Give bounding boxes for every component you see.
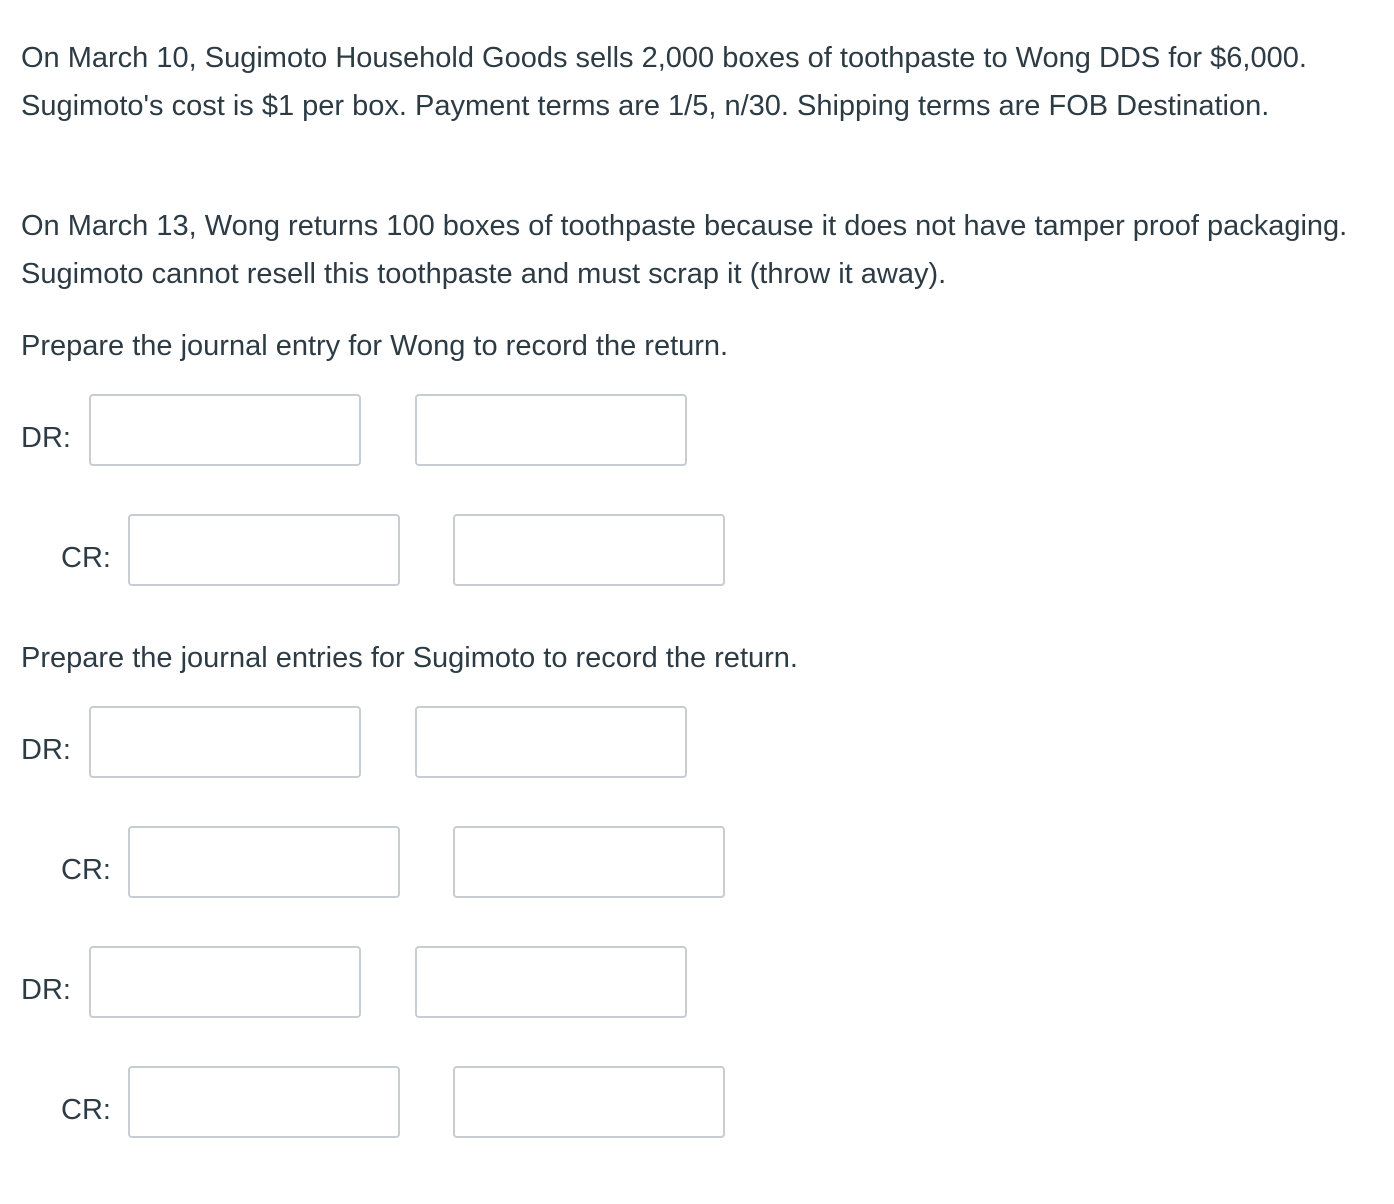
sugimoto-debit2-amount-input[interactable]: [415, 946, 687, 1018]
sugimoto-debit1-account-input[interactable]: [89, 706, 361, 778]
question-paragraph-sale: On March 10, Sugimoto Household Goods sells 2,000 boxes of toothpaste to Wong DDS for $6,000. Sugimoto's cost is $1 per box. Payment terms are 1/5, n/30. Shipping terms are FOB Destination.: [21, 42, 1307, 122]
credit-label: CR:: [61, 854, 111, 886]
debit-label: DR:: [21, 734, 71, 766]
sugimoto-credit2-account-input[interactable]: [128, 1066, 400, 1138]
credit-label: CR:: [61, 1094, 111, 1126]
wong-credit-account-input[interactable]: [128, 514, 400, 586]
sugimoto-debit1-amount-input[interactable]: [415, 706, 687, 778]
instruction-wong: Prepare the journal entry for Wong to record the return.: [21, 330, 729, 362]
sugimoto-credit2-amount-input[interactable]: [453, 1066, 725, 1138]
question-paragraph-return: On March 13, Wong returns 100 boxes of toothpaste because it does not have tamper proof packaging. Sugimoto cannot resell this toothpaste and must scrap it (throw it away).: [21, 210, 1348, 290]
credit-label: CR:: [61, 542, 111, 574]
wong-debit-account-input[interactable]: [89, 394, 361, 466]
sugimoto-credit1-amount-input[interactable]: [453, 826, 725, 898]
sugimoto-credit1-account-input[interactable]: [128, 826, 400, 898]
sugimoto-debit2-account-input[interactable]: [89, 946, 361, 1018]
instruction-sugimoto: Prepare the journal entries for Sugimoto to record the return.: [21, 642, 798, 674]
wong-debit-amount-input[interactable]: [415, 394, 687, 466]
debit-label: DR:: [21, 422, 71, 454]
debit-label: DR:: [21, 974, 71, 1006]
wong-credit-amount-input[interactable]: [453, 514, 725, 586]
